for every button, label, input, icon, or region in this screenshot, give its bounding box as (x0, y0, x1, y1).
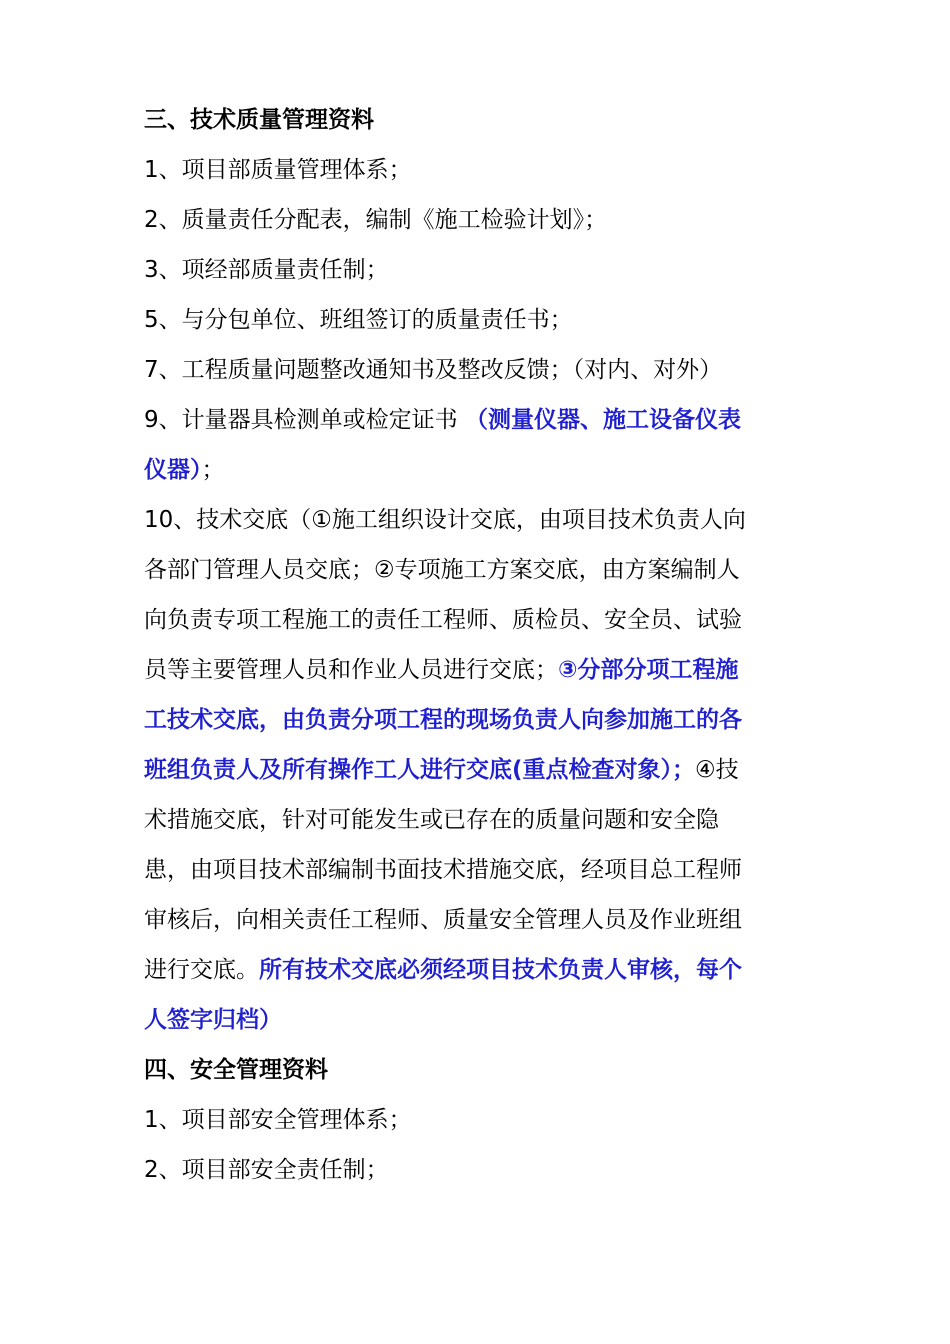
section-3-item-9-line-2 (144, 445, 812, 495)
section-4-item-2: 2、项目部安全责任制； (144, 1157, 389, 1183)
section-3-item-10-line-7: 术措施交底，针对可能发生或已存在的质量问题和安全隐 (144, 807, 719, 833)
item-9-highlight: （测量仪器、施工设备仪表 (464, 407, 741, 433)
section-3-item-10-line-4 (144, 645, 812, 695)
section-3-item-2: 2、质量责任分配表，编制《施工检验计划》； (144, 207, 608, 233)
section-3-item-10-line-2: 各部门管理人员交底；②专项施工方案交底，由方案编制人 (144, 557, 740, 583)
document-page (144, 95, 812, 1195)
section-3-item-7: 7、工程质量问题整改通知书及整改反馈；（对内、对外） (144, 357, 723, 383)
item-10-highlight-end: 班组负责人及所有操作工人进行交底(重点检查对象）； (144, 757, 696, 783)
section-3-heading: 三、技术质量管理资料 (144, 107, 374, 133)
item-9-highlight-cont: 仪器） (144, 457, 202, 483)
section-4-heading: 四、安全管理资料 (144, 1057, 328, 1083)
item-10-text-cont: ④技 (695, 757, 739, 783)
section-3-item-9-line-1 (144, 395, 812, 445)
section-3-item-10-line-6 (144, 745, 812, 795)
section-4-item-1: 1、项目部安全管理体系； (144, 1107, 412, 1133)
section-3-item-10-line-10 (144, 945, 812, 995)
item-10-text: 员等主要管理人员和作业人员进行交底； (144, 657, 558, 683)
section-3-item-3: 3、项经部质量责任制； (144, 257, 389, 283)
item-9-text: 9、计量器具检测单或检定证书 (144, 407, 465, 433)
section-3-item-5: 5、与分包单位、班组签订的质量责任书； (144, 307, 573, 333)
item-10-text-final: 进行交底。 (144, 957, 259, 983)
section-3-item-10-line-3: 向负责专项工程施工的责任工程师、质检员、安全员、试验 (144, 607, 742, 633)
item-9-text-end: ； (201, 457, 225, 483)
section-3-item-10-line-8: 患，由项目技术部编制书面技术措施交底，经项目总工程师 (144, 857, 742, 883)
section-3-item-10-line-5: 工技术交底，由负责分项工程的现场负责人向参加施工的各 (144, 707, 742, 733)
section-3-item-10-line-9: 审核后，向相关责任工程师、质量安全管理人员及作业班组 (144, 907, 742, 933)
section-3-item-10-line-11: 人签字归档） (144, 1007, 282, 1033)
item-10-highlight-final: 所有技术交底必须经项目技术负责人审核，每个 (259, 957, 742, 983)
section-3-item-1: 1、项目部质量管理体系； (144, 157, 412, 183)
item-10-highlight: ③分部分项工程施 (558, 657, 739, 683)
section-3-item-10-line-1: 10、技术交底（①施工组织设计交底，由项目技术负责人向 (144, 507, 746, 533)
